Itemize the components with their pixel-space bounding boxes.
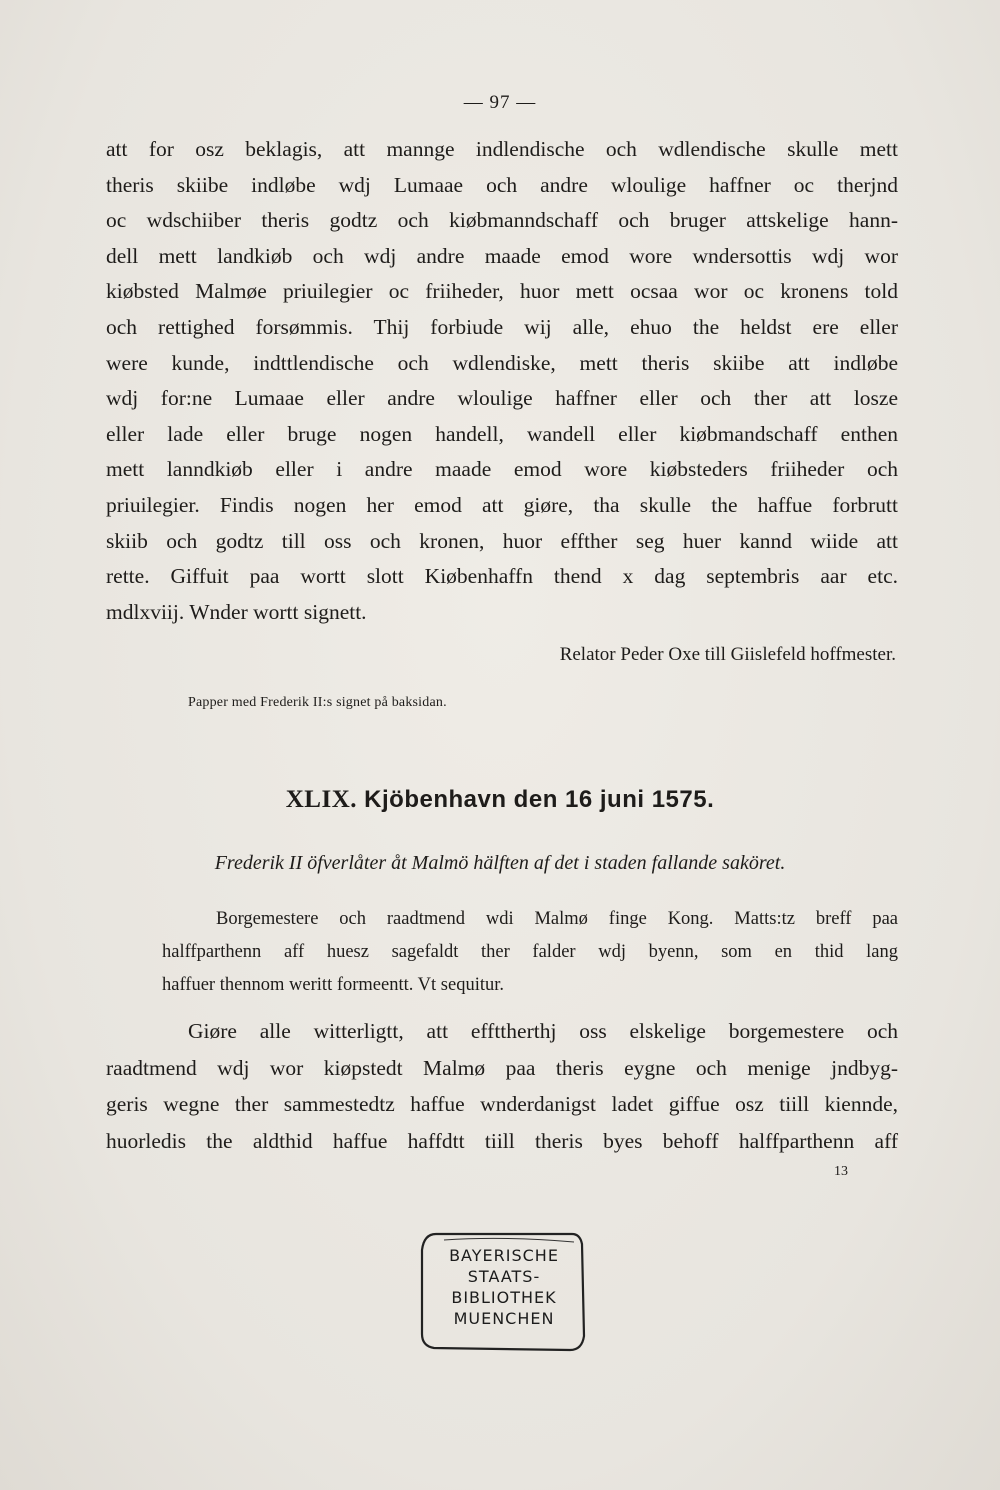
letter-body-text (106, 132, 898, 630)
text-line: mett lanndkiøb eller i andre maade emod wore kiøbsteders friiheder och (106, 457, 898, 482)
text-line: were kunde, indttlendische och wdlendiske, mett theris skiibe att indløbe (106, 350, 898, 375)
section-heading (0, 786, 1000, 814)
stamp-line: MUENCHEN (453, 1309, 555, 1328)
library-stamp (414, 1226, 594, 1358)
text-line: haffuer thennom weritt formeentt. Vt sequitur. (162, 975, 504, 995)
letter-body-text (106, 1013, 898, 1159)
stamp-line: STAATS- (467, 1267, 541, 1286)
text-line: rette. Giffuit paa wortt slott Kiøbenhaffn thend x dag septembris aar etc. (106, 564, 898, 589)
stamp-line: BIBLIOTHEK (451, 1288, 557, 1307)
text-line: Giøre alle witterligtt, att effttherthj oss elskelige borgemestere och (188, 1019, 898, 1043)
text-line: wdj for:ne Lumaae eller andre wloulige haffner eller och ther att losze (106, 386, 898, 411)
section-title: Kjöbenhavn den 16 juni 1575. (364, 786, 715, 813)
page-number: — 97 — (463, 92, 537, 113)
text-line: eller lade eller bruge nogen handell, wandell eller kiøbmandschaff enthen (106, 421, 898, 446)
text-line: halffparthenn aff huesz sagefaldt ther falder wdj byenn, som en thid lang (162, 942, 898, 962)
text-line: priuilegier. Findis nogen her emod att giøre, tha skulle the haffue forbrutt (106, 492, 898, 517)
source-note: Papper med Frederik II:s signet på baksidan. (188, 695, 447, 710)
text-line: mdlxviij. Wnder wortt signett. (106, 599, 367, 624)
signature-mark: 13 (834, 1164, 848, 1179)
intro-text (162, 903, 898, 1002)
text-line: kiøbsted Malmøe priuilegier oc friiheder, huor mett ocsaa wor oc kronens told (106, 279, 898, 304)
text-line: Borgemestere och raadtmend wdi Malmø finge Kong. Matts:tz breff paa (216, 909, 898, 929)
text-line: theris skiibe indløbe wdj Lumaae och andre wloulige haffner oc therjnd (106, 172, 898, 197)
stamp-line: BAYERISCHE (449, 1246, 559, 1265)
text-line: raadtmend wdj wor kiøpstedt Malmø paa theris eygne och menige jndbyg- (106, 1055, 898, 1080)
text-line: huorledis the aldthid haffue haffdtt tiill theris byes behoff halffparthenn aff (106, 1128, 898, 1153)
text-line: geris wegne ther sammestedtz haffue wnderdanigst ladet giffue osz tiill kiennde, (106, 1092, 898, 1116)
text-line: och rettighed forsømmis. Thij forbiude wij alle, ehuo the heldst ere eller (106, 314, 898, 339)
text-line: dell mett landkiøb och wdj andre maade emod wore wndersottis wdj wor (106, 243, 898, 268)
stamp-text (414, 1226, 594, 1329)
text-line: att for osz beklagis, att mannge indlendische och wdlendische skulle mett (106, 137, 898, 161)
text-line: oc wdschiiber theris godtz och kiøbmanndschaff och bruger attskelige hann- (106, 208, 898, 233)
section-summary: Frederik II öfverlåter åt Malmö hälften af det i staden fallande saköret. (214, 852, 786, 874)
section-numeral: XLIX. (285, 786, 357, 813)
text-line: skiib och godtz till oss och kronen, huor effther seg huer kannd wiide att (106, 528, 898, 553)
relator-line: Relator Peder Oxe till Giislefeld hoffmester. (559, 644, 896, 665)
